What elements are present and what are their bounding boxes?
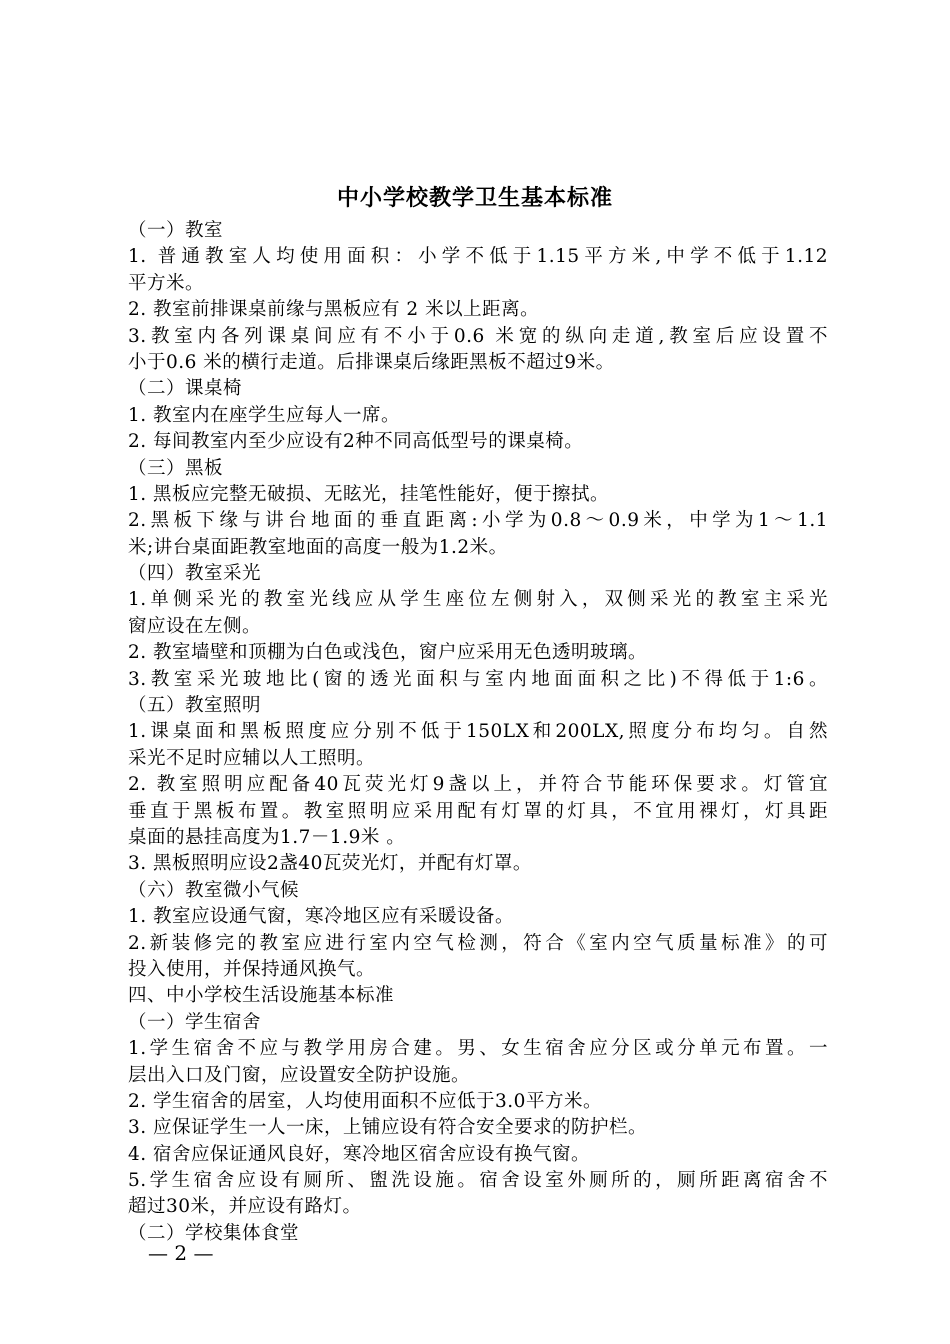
text-line: 5.学生宿舍应设有厕所、盥洗设施。宿舍设室外厕所的，厕所距离宿舍不 <box>128 1170 828 1192</box>
text-line: 层出入口及门窗，应设置安全防护设施。 <box>128 1064 471 1086</box>
page-number: — 2 — <box>148 1241 214 1265</box>
document-body <box>128 218 828 1247</box>
text-line: 窗应设在左侧。 <box>128 615 262 637</box>
text-line: （一）教室 <box>128 220 224 241</box>
text-line: 1. 教室内在座学生应每人一席。 <box>128 404 401 426</box>
text-line: 米;讲台桌面距教室地面的高度一般为1.2米。 <box>128 536 508 558</box>
text-line: 采光不足时应辅以人工照明。 <box>128 747 376 769</box>
text-line: （三）黑板 <box>128 457 224 479</box>
text-line: 四、中小学校生活设施基本标准 <box>128 985 395 1007</box>
text-line: 1. 普通教室人均使用面积：小学不低于1.15平方米,中学不低于1.12 <box>128 246 828 268</box>
text-line: 超过30米，并应设有路灯。 <box>128 1196 362 1218</box>
text-line: 2. 教室墙壁和顶棚为白色或浅色，窗户应采用无色透明玻璃。 <box>128 642 648 664</box>
text-line: 2. 教室前排课桌前缘与黑板应有 2 米以上距离。 <box>128 299 540 321</box>
text-line: （二）学校集体食堂 <box>128 1222 300 1244</box>
text-line: 平方米。 <box>128 272 205 294</box>
text-line: 垂直于黑板布置。教室照明应采用配有灯罩的灯具，不宜用裸灯，灯具距 <box>128 800 828 822</box>
page-title: 中小学校教学卫生基本标准 <box>336 185 613 211</box>
text-line: 2. 每间教室内至少应设有2种不同高低型号的课桌椅。 <box>128 431 584 453</box>
text-line: 1.课桌面和黑板照度应分别不低于150LX和200LX,照度分布均匀。自然 <box>128 721 828 743</box>
text-line: 1.单侧采光的教室光线应从学生座位左侧射入，双侧采光的教室主采光 <box>128 589 828 611</box>
text-line: 小于0.6 米的横行走道。后排课桌后缘距黑板不超过9米。 <box>128 351 615 373</box>
text-line: 3.教室采光玻地比(窗的透光面积与室内地面面积之比)不得低于1:6。 <box>128 668 828 690</box>
text-line: 4. 宿舍应保证通风良好，寒冷地区宿舍应设有换气窗。 <box>128 1143 591 1165</box>
text-line: 1. 教室应设通气窗，寒冷地区应有采暖设备。 <box>128 906 515 928</box>
text-line: 投入使用，并保持通风换气。 <box>128 958 376 980</box>
text-line: （五）教室照明 <box>128 695 262 717</box>
text-line: 1. 黑板应完整无破损、无眩光，挂笔性能好，便于擦拭。 <box>128 483 610 505</box>
text-line: 桌面的悬挂高度为1.7－1.9米 。 <box>128 826 406 848</box>
text-line: 2. 学生宿舍的居室，人均使用面积不应低于3.0平方米。 <box>128 1090 602 1112</box>
text-line: 2.黑板下缘与讲台地面的垂直距离:小学为0.8～0.9米，中学为1～1.1 <box>128 510 828 532</box>
text-line: （六）教室微小气候 <box>128 879 300 901</box>
text-line: （四）教室采光 <box>128 563 262 585</box>
text-line: 2.新装修完的教室应进行室内空气检测，符合《室内空气质量标准》的可 <box>128 932 828 954</box>
text-line: 3. 应保证学生一人一床，上铺应设有符合安全要求的防护栏。 <box>128 1117 648 1139</box>
text-line: 2. 教室照明应配备40瓦荧光灯9盏以上，并符合节能环保要求。灯管宜 <box>128 774 828 796</box>
text-line: 3. 黑板照明应设2盏40瓦荧光灯，并配有灯罩。 <box>128 853 532 875</box>
text-line: 1.学生宿舍不应与教学用房合建。男、女生宿舍应分区或分单元布置。一 <box>128 1038 828 1060</box>
text-line: 3.教室内各列课桌间应有不小于0.6 米宽的纵向走道,教室后应设置不 <box>128 325 828 347</box>
text-line: （二）课桌椅 <box>128 378 243 400</box>
text-line: （一）学生宿舍 <box>128 1011 262 1033</box>
